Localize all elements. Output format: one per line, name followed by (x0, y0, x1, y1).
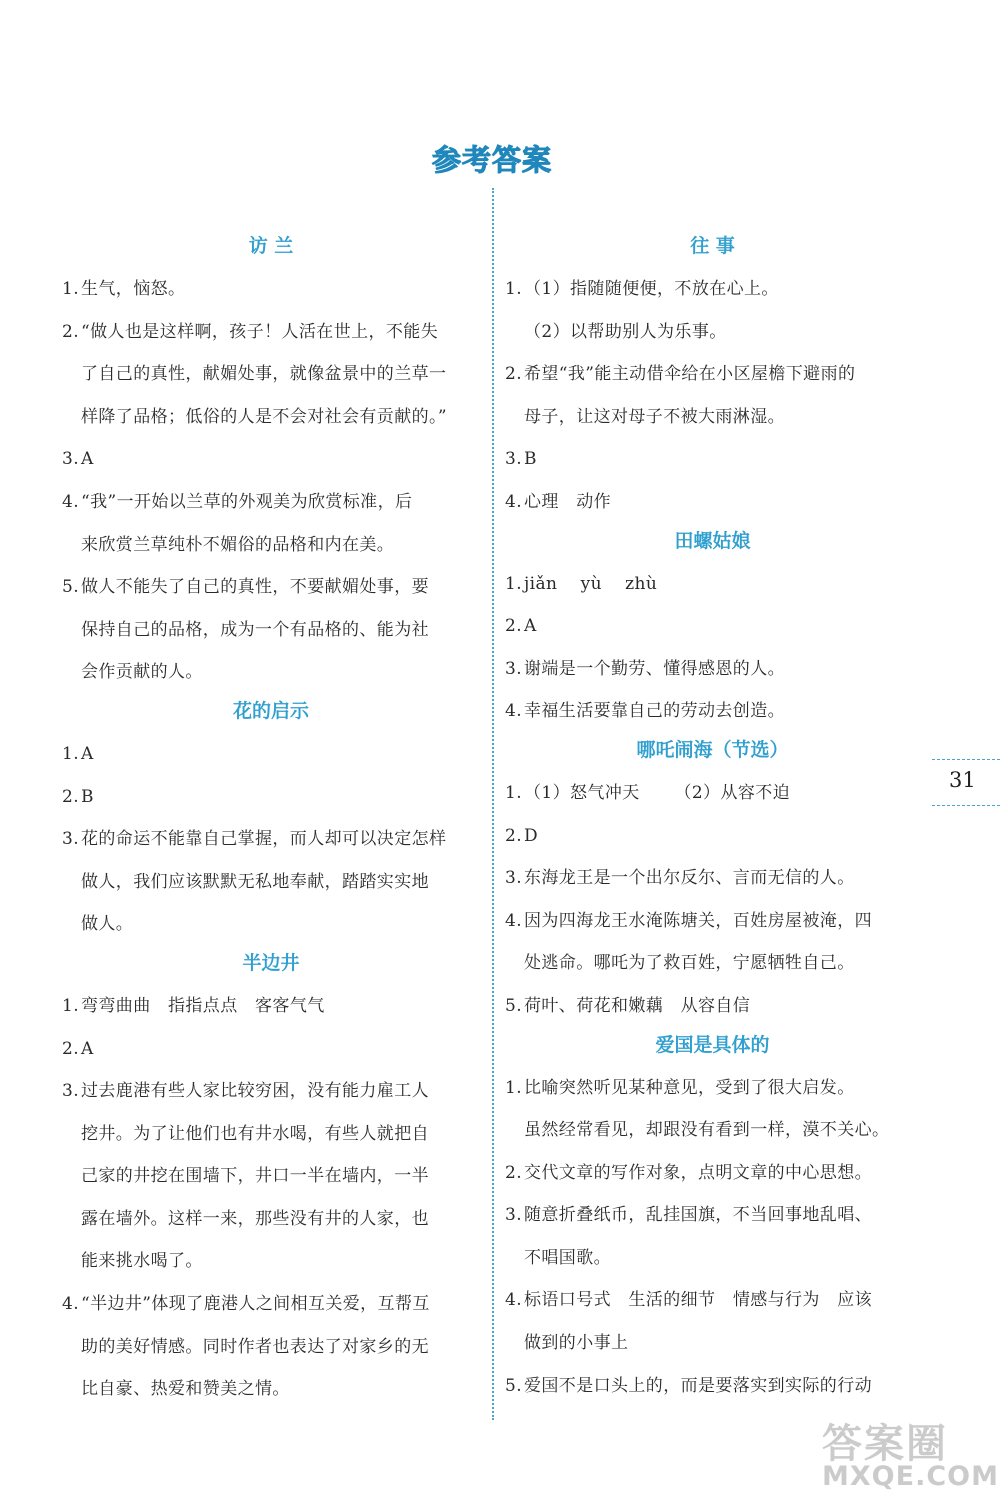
answer-item-continuation (505, 1322, 920, 1365)
watermark-url: MXQE.COM (822, 1461, 999, 1492)
answer-text: （2）以帮助别人为乐事。 (524, 321, 727, 342)
answer-text: A (81, 743, 94, 764)
answer-item (62, 776, 480, 819)
answer-item (505, 815, 920, 858)
answer-text: 样降了品格；低俗的人是不会对社会有贡献的。” (81, 406, 447, 427)
answer-item (62, 438, 480, 481)
answer-item (62, 1283, 480, 1326)
answer-item-continuation (505, 311, 920, 354)
answer-item (62, 311, 480, 354)
answer-text: 不唱国歌。 (524, 1247, 611, 1268)
answer-text: 心理 动作 (524, 491, 612, 512)
answer-text: 比自豪、热爱和赞美之情。 (81, 1379, 290, 1400)
answer-item (505, 268, 920, 311)
answer-text: B (524, 449, 537, 470)
answer-item (62, 566, 480, 609)
answer-item (505, 563, 920, 606)
answer-number: 1. (62, 279, 80, 299)
answer-text: 生气，恼怒。 (81, 279, 186, 299)
answer-item-continuation (62, 861, 480, 904)
answer-number: 1. (505, 279, 523, 299)
section-title: 爱国是具体的 (655, 1033, 770, 1056)
answer-number: 3. (62, 449, 80, 470)
answer-number: 4. (505, 701, 523, 722)
answer-text: A (524, 616, 537, 637)
answer-text: 弯弯曲曲 指指点点 客客气气 (81, 995, 325, 1016)
answer-text: B (81, 786, 94, 807)
answer-text: 助的美好情感。同时作者也表达了对家乡的无 (81, 1336, 429, 1357)
answer-text: “我”一开始以兰草的外观美为欣赏标准，后 (81, 491, 413, 512)
answer-item (505, 1365, 920, 1408)
answer-number: 2. (505, 616, 523, 637)
right-column (505, 229, 920, 1407)
answer-item (505, 353, 920, 396)
answer-item-continuation (62, 1326, 480, 1369)
answer-number: 4. (62, 491, 80, 512)
answer-item-continuation (505, 1109, 920, 1152)
answer-text: 荷叶、荷花和嫩藕 从容自信 (524, 995, 751, 1016)
answer-text: 希望“我”能主动借伞给在小区屋檐下避雨的 (524, 364, 856, 385)
watermark (822, 1412, 999, 1492)
answer-item-continuation (62, 1368, 480, 1411)
answer-item (505, 1279, 920, 1322)
answer-text: 保持自己的品格，成为一个有品格的、能为社 (81, 619, 429, 640)
answer-text: 做到的小事上 (524, 1333, 629, 1354)
answer-text: 过去鹿港有些人家比较穷困，没有能力雇工人 (81, 1081, 429, 1102)
page-number-rule-bottom (932, 805, 1000, 806)
answer-item (505, 605, 920, 648)
answer-text: 东海龙王是一个出尔反尔、言而无信的人。 (524, 868, 855, 889)
answer-number: 2. (505, 1162, 523, 1183)
answer-item (62, 733, 480, 776)
answer-item-continuation (505, 396, 920, 439)
answer-item-continuation (62, 1240, 480, 1283)
answer-item (62, 268, 480, 311)
answer-number: 2. (505, 825, 523, 846)
answer-text: 谢端是一个勤劳、懂得感恩的人。 (524, 658, 785, 679)
answer-item (505, 900, 920, 943)
answer-item (62, 985, 480, 1028)
page-number-rule-top (932, 759, 1000, 760)
section-title: 访 兰 (248, 235, 294, 257)
answer-item (505, 857, 920, 900)
answer-item-continuation (62, 1155, 480, 1198)
answer-text: D (524, 825, 539, 846)
answer-text: jiǎn yù zhù (524, 573, 658, 594)
page-title: 参考答案 (431, 143, 552, 177)
answer-number: 1. (62, 995, 80, 1016)
answer-number: 1. (62, 743, 80, 764)
answer-number: 3. (62, 829, 80, 850)
answer-text: 比喻突然听见某种意见，受到了很大启发。 (524, 1077, 855, 1098)
answer-item-continuation (505, 1237, 920, 1280)
section-title: 哪吒闹海（节选） (636, 738, 789, 761)
answer-number: 4. (62, 1294, 80, 1315)
answer-item (505, 1067, 920, 1110)
answer-text: 己家的井挖在围墙下，井口一半在墙内，一半 (81, 1166, 429, 1187)
answer-text: 了自己的真性，献媚处事，就像盆景中的兰草一 (81, 364, 447, 385)
answer-number: 4. (505, 910, 523, 931)
answer-item-continuation (62, 1198, 480, 1241)
section-title: 半边井 (242, 951, 300, 974)
answer-item-continuation (62, 353, 480, 396)
answer-item (505, 985, 920, 1028)
answer-text: “做人也是这样啊，孩子！人活在世上，不能失 (81, 321, 439, 342)
answer-text: 幸福生活要靠自己的劳动去创造。 (524, 701, 785, 722)
answer-number: 1. (505, 573, 523, 594)
left-column (62, 229, 480, 1411)
answer-text: 花的命运不能靠自己掌握，而人却可以决定怎样 (81, 829, 447, 850)
answer-number: 2. (62, 321, 80, 342)
column-divider (492, 188, 494, 1420)
answer-text: 虽然经常看见，却跟没有看到一样，漠不关心。 (524, 1120, 890, 1141)
answer-text: 会作贡献的人。 (81, 662, 203, 683)
answer-text: 做人不能失了自己的真性，不要献媚处事，要 (81, 577, 429, 598)
answer-item (62, 1028, 480, 1071)
answer-number: 4. (505, 1290, 523, 1311)
answer-item-continuation (62, 1113, 480, 1156)
answer-text: 标语口号式 生活的细节 情感与行为 应该 (524, 1290, 873, 1311)
answer-text: （1）指随随便便，不放在心上。 (524, 279, 779, 299)
watermark-logo: 答案圈 (822, 1421, 948, 1467)
answer-text: A (81, 1038, 94, 1059)
page-number: 31 (949, 768, 976, 792)
answer-item (505, 481, 920, 524)
answer-text: “半边井”体现了鹿港人之间相互关爱，互帮互 (81, 1294, 430, 1315)
answer-item (505, 772, 920, 815)
section-title: 田螺姑娘 (674, 529, 751, 552)
answer-item (505, 1194, 920, 1237)
answer-item-continuation (62, 651, 480, 694)
answer-item-continuation (62, 609, 480, 652)
answer-item-continuation (505, 942, 920, 985)
answer-item-continuation (62, 524, 480, 567)
answer-item (505, 690, 920, 733)
answer-number: 3. (505, 1205, 523, 1226)
answer-text: 做人，我们应该默默无私地奉献，踏踏实实地 (81, 871, 429, 892)
answer-text: A (81, 449, 94, 470)
answer-text: （1）怒气冲天 （2）从容不迫 (524, 782, 791, 803)
answer-number: 3. (505, 658, 523, 679)
answer-text: 因为四海龙王水淹陈塘关，百姓房屋被淹，四 (524, 910, 872, 931)
answer-item (505, 438, 920, 481)
answer-item (505, 1152, 920, 1195)
section-title: 往 事 (690, 235, 735, 257)
answer-number: 3. (62, 1081, 80, 1102)
answer-number: 1. (505, 782, 523, 803)
answer-number: 5. (505, 1375, 523, 1396)
answer-text: 爱国不是口头上的，而是要落实到实际的行动 (524, 1375, 872, 1396)
answer-item-continuation (62, 396, 480, 439)
answer-text: 露在墙外。这样一来，那些没有井的人家，也 (81, 1208, 429, 1229)
answer-number: 3. (505, 868, 523, 889)
answer-item-continuation (62, 903, 480, 946)
answer-item (62, 818, 480, 861)
answer-number: 5. (62, 577, 80, 598)
answer-number: 3. (505, 449, 523, 470)
answer-text: 处逃命。哪吒为了救百姓，宁愿牺牲自己。 (524, 953, 855, 974)
answer-text: 交代文章的写作对象，点明文章的中心思想。 (524, 1162, 872, 1183)
answer-number: 5. (505, 995, 523, 1016)
answer-text: 能来挑水喝了。 (81, 1251, 203, 1272)
section-title: 花的启示 (232, 699, 309, 722)
answer-text: 挖井。为了让他们也有井水喝，有些人就把自 (81, 1123, 429, 1144)
answer-number: 2. (62, 1038, 80, 1059)
answer-number: 4. (505, 491, 523, 512)
answer-number: 2. (505, 364, 523, 385)
answer-text: 母子，让这对母子不被大雨淋湿。 (524, 406, 785, 427)
answer-number: 1. (505, 1077, 523, 1098)
answer-item (505, 648, 920, 691)
answer-number: 2. (62, 786, 80, 807)
answer-text: 随意折叠纸币，乱挂国旗，不当回事地乱唱、 (524, 1205, 872, 1226)
answer-text: 来欣赏兰草纯朴不媚俗的品格和内在美。 (81, 534, 395, 555)
answer-item (62, 481, 480, 524)
answer-item (62, 1070, 480, 1113)
answer-text: 做人。 (81, 914, 134, 935)
